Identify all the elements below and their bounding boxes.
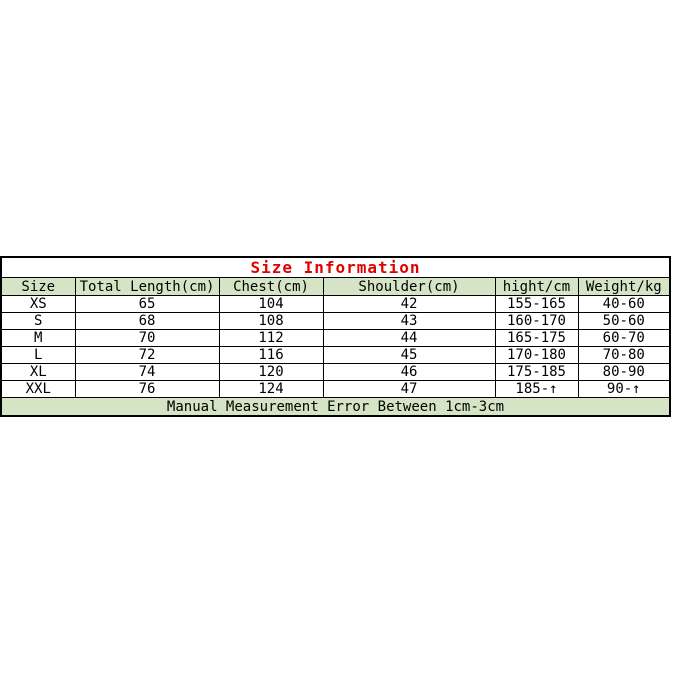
cell-total-length: 76 [75,381,219,398]
col-header-weight: Weight/kg [578,278,670,296]
cell-size: XS [1,296,75,313]
table-row-xl [1,364,670,381]
col-header-chest: Chest(cm) [219,278,323,296]
table-row-m [1,330,670,347]
col-header-shoulder: Shoulder(cm) [323,278,495,296]
table-row-xs [1,296,670,313]
cell-shoulder: 47 [323,381,495,398]
cell-height: 165-175 [495,330,578,347]
cell-height: 160-170 [495,313,578,330]
cell-chest: 104 [219,296,323,313]
col-header-size: Size [1,278,75,296]
cell-chest: 124 [219,381,323,398]
header-row [1,278,670,296]
cell-height: 155-165 [495,296,578,313]
cell-size: L [1,347,75,364]
table-row-s [1,313,670,330]
cell-shoulder: 45 [323,347,495,364]
table-row-xxl [1,381,670,398]
cell-total-length: 74 [75,364,219,381]
cell-total-length: 68 [75,313,219,330]
cell-total-length: 72 [75,347,219,364]
cell-chest: 120 [219,364,323,381]
cell-weight: 50-60 [578,313,670,330]
cell-weight: 60-70 [578,330,670,347]
cell-size: S [1,313,75,330]
cell-total-length: 65 [75,296,219,313]
col-header-total-length: Total Length(cm) [75,278,219,296]
cell-total-length: 70 [75,330,219,347]
measurement-error-note: Manual Measurement Error Between 1cm-3cm [1,398,670,417]
cell-weight: 90-↑ [578,381,670,398]
cell-height: 175-185 [495,364,578,381]
cell-shoulder: 43 [323,313,495,330]
size-chart-table [0,256,671,417]
cell-chest: 112 [219,330,323,347]
cell-shoulder: 42 [323,296,495,313]
cell-weight: 70-80 [578,347,670,364]
cell-shoulder: 44 [323,330,495,347]
cell-size: XXL [1,381,75,398]
title-row [1,257,670,278]
cell-size: M [1,330,75,347]
cell-weight: 40-60 [578,296,670,313]
cell-chest: 116 [219,347,323,364]
cell-height: 185-↑ [495,381,578,398]
cell-height: 170-180 [495,347,578,364]
cell-chest: 108 [219,313,323,330]
footer-note-row [1,398,670,417]
cell-weight: 80-90 [578,364,670,381]
cell-size: XL [1,364,75,381]
cell-shoulder: 46 [323,364,495,381]
table-row-l [1,347,670,364]
table-title: Size Information [1,257,670,278]
col-header-height: hight/cm [495,278,578,296]
